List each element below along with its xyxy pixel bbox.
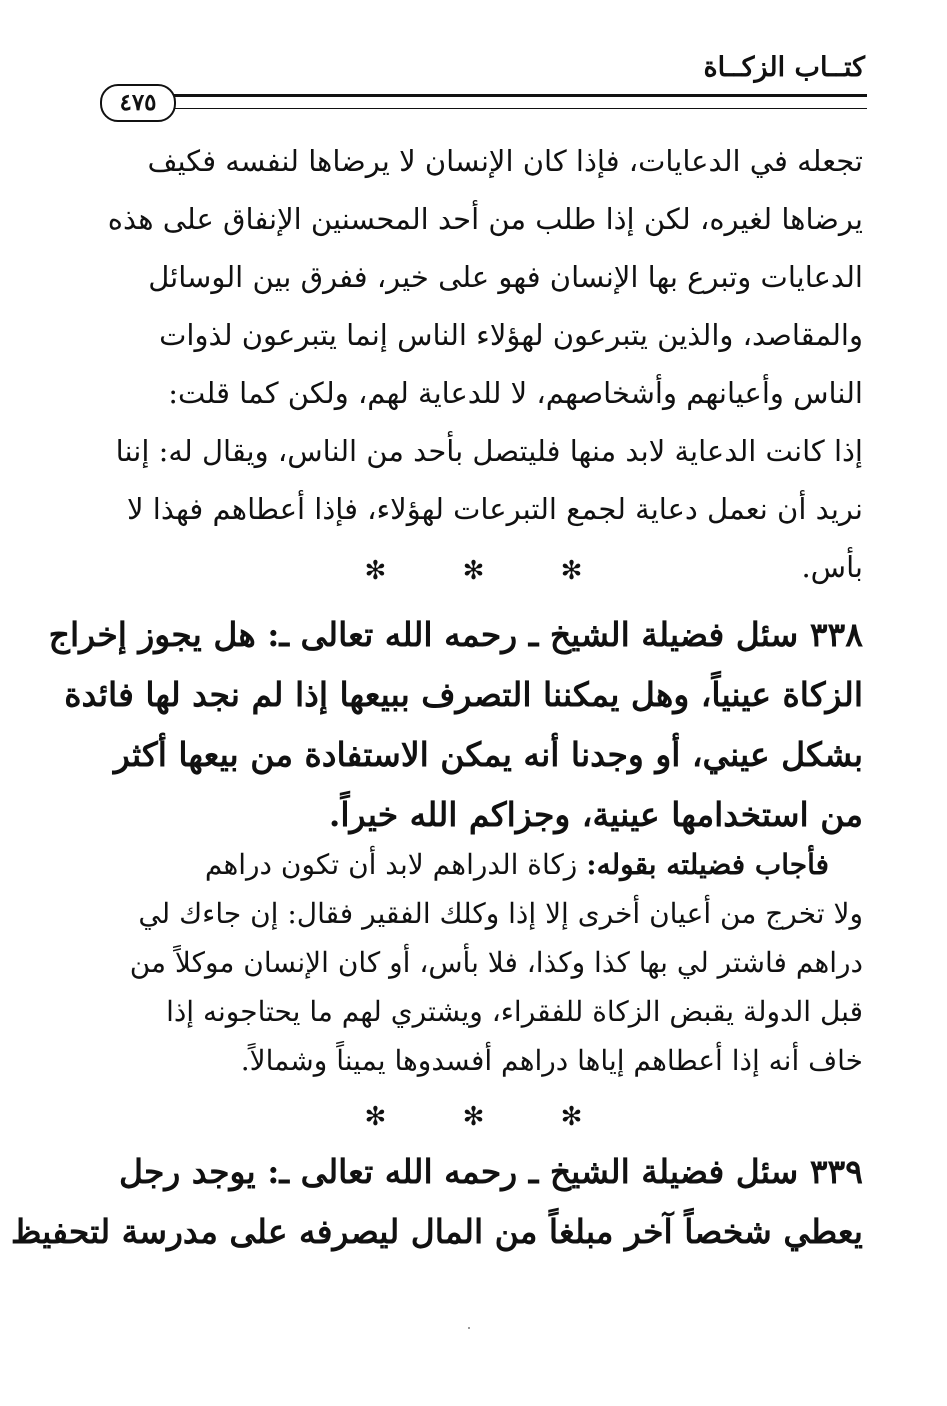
answer-first-line bbox=[103, 840, 863, 889]
text-line: إذا كانت الدعاية لابد منها فليتصل بأحد من الناس، ويقال له: إننا bbox=[115, 434, 863, 468]
scan-speck bbox=[468, 1327, 470, 1329]
question-line: بشكل عيني، أو وجدنا أنه يمكن الاستفادة من بيعها أكثر bbox=[113, 735, 863, 774]
text-line: والمقاصد، والذين يتبرعون لهؤلاء الناس إنما يتبرعون لذوات bbox=[159, 318, 863, 352]
question-line: الزكاة عينياً، وهل يمكننا التصرف ببيعها إذا لم نجد لها فائدة bbox=[64, 675, 863, 714]
page-number: ٤٧٥ bbox=[100, 84, 176, 122]
answer-text: زكاة الدراهم لابد أن تكون دراهم bbox=[204, 848, 587, 881]
question-338 bbox=[48, 605, 863, 845]
question-line: ٣٣٩ سئل فضيلة الشيخ ـ رحمه الله تعالى ـ: يوجد رجل bbox=[118, 1152, 863, 1191]
question-line: من استخدامها عينية، وجزاكم الله خيراً. bbox=[328, 795, 863, 834]
answer-line: دراهم فاشتر لي بها كذا وكذا، فلا بأس، أو كان الإنسان موكلاً من bbox=[129, 946, 863, 979]
section-separator: ✻ ✻ ✻ bbox=[364, 556, 617, 586]
question-339 bbox=[10, 1142, 863, 1262]
question-line: يعطي شخصاً آخر مبلغاً من المال ليصرفه على مدرسة لتحفيظ bbox=[10, 1212, 863, 1251]
text-line: الدعايات وتبرع بها الإنسان فهو على خير، ففرق بين الوسائل bbox=[148, 260, 863, 294]
text-line: نريد أن نعمل دعاية لجمع التبرعات لهؤلاء، فإذا أعطاهم فهذا لا bbox=[127, 492, 863, 526]
text-line: تجعله في الدعايات، فإذا كان الإنسان لا يرضاها لنفسه فكيف bbox=[147, 144, 863, 178]
section-separator: ✻ ✻ ✻ bbox=[364, 1102, 617, 1132]
header-rule bbox=[172, 94, 867, 109]
question-line: ٣٣٨ سئل فضيلة الشيخ ـ رحمه الله تعالى ـ: هل يجوز إخراج bbox=[48, 615, 863, 654]
answer-lead: فأجاب فضيلته بقوله: bbox=[586, 848, 829, 881]
text-line: الناس وأعيانهم وأشخاصهم، لا للدعاية لهم، ولكن كما قلت: bbox=[168, 376, 863, 410]
text-line: يرضاها لغيره، لكن إذا طلب من أحد المحسنين الإنفاق على هذه bbox=[107, 202, 863, 236]
answer-line: قبل الدولة يقبض الزكاة للفقراء، ويشتري لهم ما يحتاجونه إذا bbox=[166, 995, 863, 1028]
running-title: كتــاب الزكــاة bbox=[703, 52, 865, 83]
answer-338 bbox=[103, 840, 863, 1085]
answer-line: ولا تخرج من أعيان أخرى إلا إذا وكلك الفقير فقال: إن جاءك لي bbox=[138, 897, 863, 930]
answer-line: خاف أنه إذا أعطاهم إياها دراهم أفسدوها يميناً وشمالاً. bbox=[240, 1044, 863, 1077]
paragraph-continuation bbox=[103, 132, 863, 596]
text-line: بأس. bbox=[801, 550, 863, 584]
